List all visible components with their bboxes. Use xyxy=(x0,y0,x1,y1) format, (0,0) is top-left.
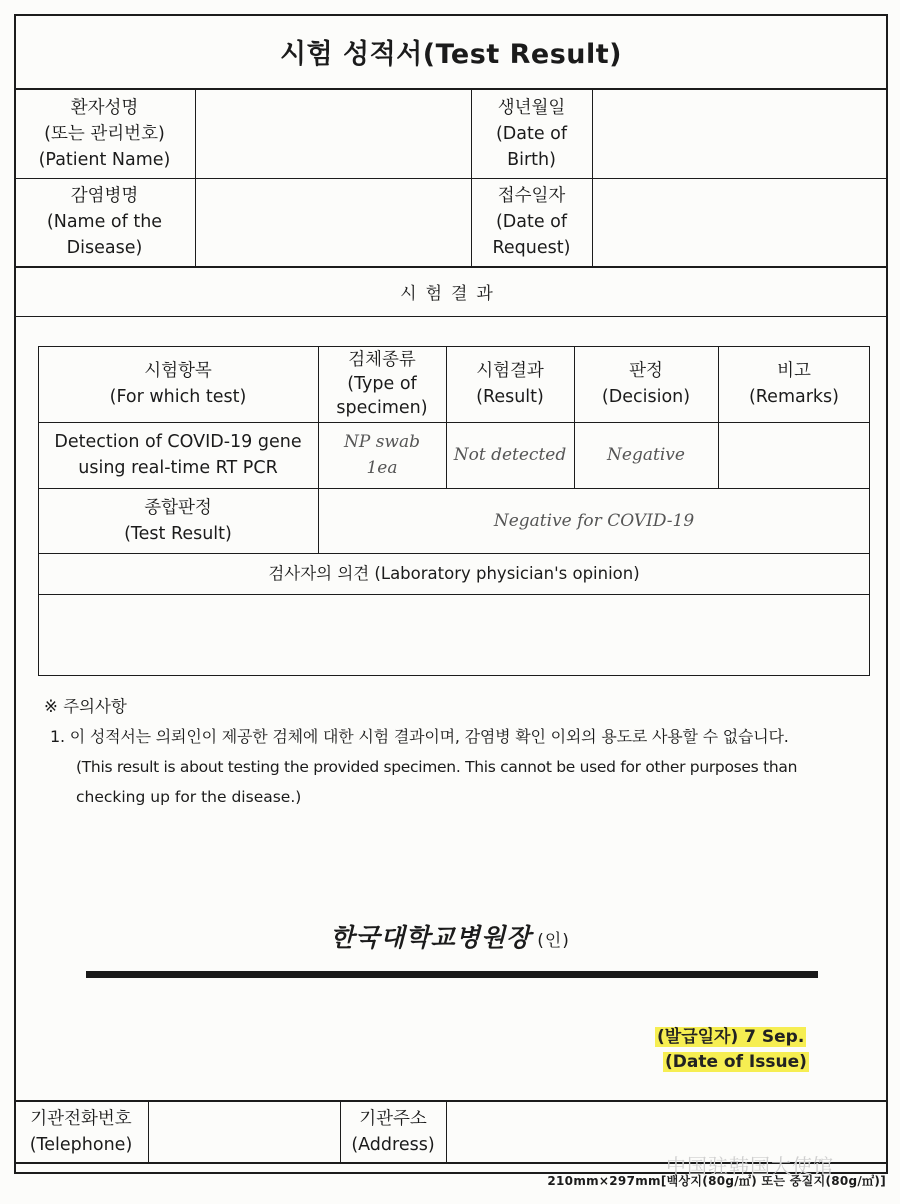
divider xyxy=(195,90,196,266)
label-ko: 환자성명 xyxy=(70,98,139,118)
header-ko: 시험결과 xyxy=(476,361,544,381)
notes-item-ko: 1. 이 성적서는 의뢰인이 제공한 검체에 대한 시험 결과이며, 감염병 확인 이외의 용도로 사용할 수 없습니다. xyxy=(50,727,789,746)
opinion-value xyxy=(38,594,870,676)
result-decision xyxy=(574,422,718,488)
result-text: Not detected xyxy=(453,445,567,465)
header-ko: 비고 xyxy=(777,361,811,381)
issue-date xyxy=(655,1022,806,1047)
overall-en: (Test Result) xyxy=(124,523,232,544)
header-en: (Result) xyxy=(476,387,544,407)
issue-date-en-text: (Date of Issue) xyxy=(665,1052,807,1072)
opinion-label xyxy=(38,553,870,594)
overall-value xyxy=(318,488,870,553)
header-decision xyxy=(574,346,718,422)
section-title xyxy=(14,266,888,316)
request-date-label xyxy=(471,178,592,266)
issuer xyxy=(0,918,900,954)
address-label xyxy=(340,1100,446,1164)
label-ko: 기관전화번호 xyxy=(30,1109,132,1129)
label-en: (Address) xyxy=(351,1135,435,1155)
label-ko: 감염병명 xyxy=(70,186,139,206)
divider xyxy=(148,1100,149,1164)
header-en: (Type of xyxy=(347,374,417,394)
divider xyxy=(14,316,888,317)
label-ko-sub: (또는 관리번호) xyxy=(44,124,165,144)
label-en: (Date of xyxy=(495,124,568,144)
result-specimen xyxy=(318,422,446,488)
dob-label xyxy=(471,90,592,178)
title-text: 시험 성적서(Test Result) xyxy=(279,38,623,70)
test-line: using real-time RT PCR xyxy=(78,458,278,478)
notes-item-en: (This result is about testing the provided specimen. This cannot be used for other purposes than xyxy=(76,758,798,776)
header-ko: 시험항목 xyxy=(144,361,212,381)
label-ko: 생년월일 xyxy=(497,98,566,118)
decision-text: Negative xyxy=(607,445,685,465)
label-en: Birth) xyxy=(507,150,556,170)
result-test-name xyxy=(38,422,318,488)
specimen-line: NP swab xyxy=(343,432,420,452)
notes xyxy=(44,692,884,812)
opinion-label-text: 검사자의 의견 (Laboratory physician's opinion) xyxy=(268,563,640,583)
divider xyxy=(446,1100,447,1164)
header-en: (Decision) xyxy=(601,387,691,407)
watermark: 中国驻韩国大使馆 xyxy=(666,1154,834,1178)
label-ko: 기관주소 xyxy=(359,1109,427,1129)
label-ko: 접수일자 xyxy=(497,186,566,206)
overall-value-text: Negative for COVID-19 xyxy=(493,510,695,531)
header-remarks xyxy=(718,346,870,422)
seal-mark: (인) xyxy=(537,931,570,951)
label-en: (Date of xyxy=(495,212,568,232)
hospital-name: 한국대학교병원장 xyxy=(330,923,532,952)
patient-name-label xyxy=(14,90,195,178)
result-value xyxy=(446,422,574,488)
telephone-label xyxy=(14,1100,148,1164)
notes-heading: ※ 주의사항 xyxy=(44,697,127,716)
issue-date-en xyxy=(663,1052,809,1072)
header-en: (For which test) xyxy=(109,387,247,407)
overall-label xyxy=(38,488,318,553)
signature-rule xyxy=(86,971,818,978)
label-en: (Telephone) xyxy=(29,1135,133,1155)
result-remarks xyxy=(718,422,870,488)
label-en: (Name of the xyxy=(46,212,163,232)
section-title-text: 시험결과 xyxy=(400,283,502,304)
paper-spec: 210mm×297mm[백상지(80g/㎡) 또는 중질지(80g/㎡)] xyxy=(547,1174,886,1188)
test-line: Detection of COVID-19 gene xyxy=(54,432,302,452)
header-test xyxy=(38,346,318,422)
header-specimen xyxy=(318,346,446,422)
disease-label xyxy=(14,178,195,266)
header-ko: 판정 xyxy=(629,361,663,381)
notes-item-en: checking up for the disease.) xyxy=(76,788,302,806)
header-en: (Remarks) xyxy=(748,387,839,407)
label-en: Request) xyxy=(492,238,571,258)
issue-date-ko: (발급일자) 7 Sep. xyxy=(657,1027,805,1047)
header-en: specimen) xyxy=(336,398,428,418)
specimen-line: 1ea xyxy=(366,458,398,478)
document-title xyxy=(14,14,888,90)
header-ko: 검체종류 xyxy=(348,350,416,370)
label-en: (Patient Name) xyxy=(38,150,171,170)
label-en: Disease) xyxy=(66,238,143,258)
header-result xyxy=(446,346,574,422)
divider xyxy=(592,90,593,266)
overall-ko: 종합판정 xyxy=(144,497,212,518)
